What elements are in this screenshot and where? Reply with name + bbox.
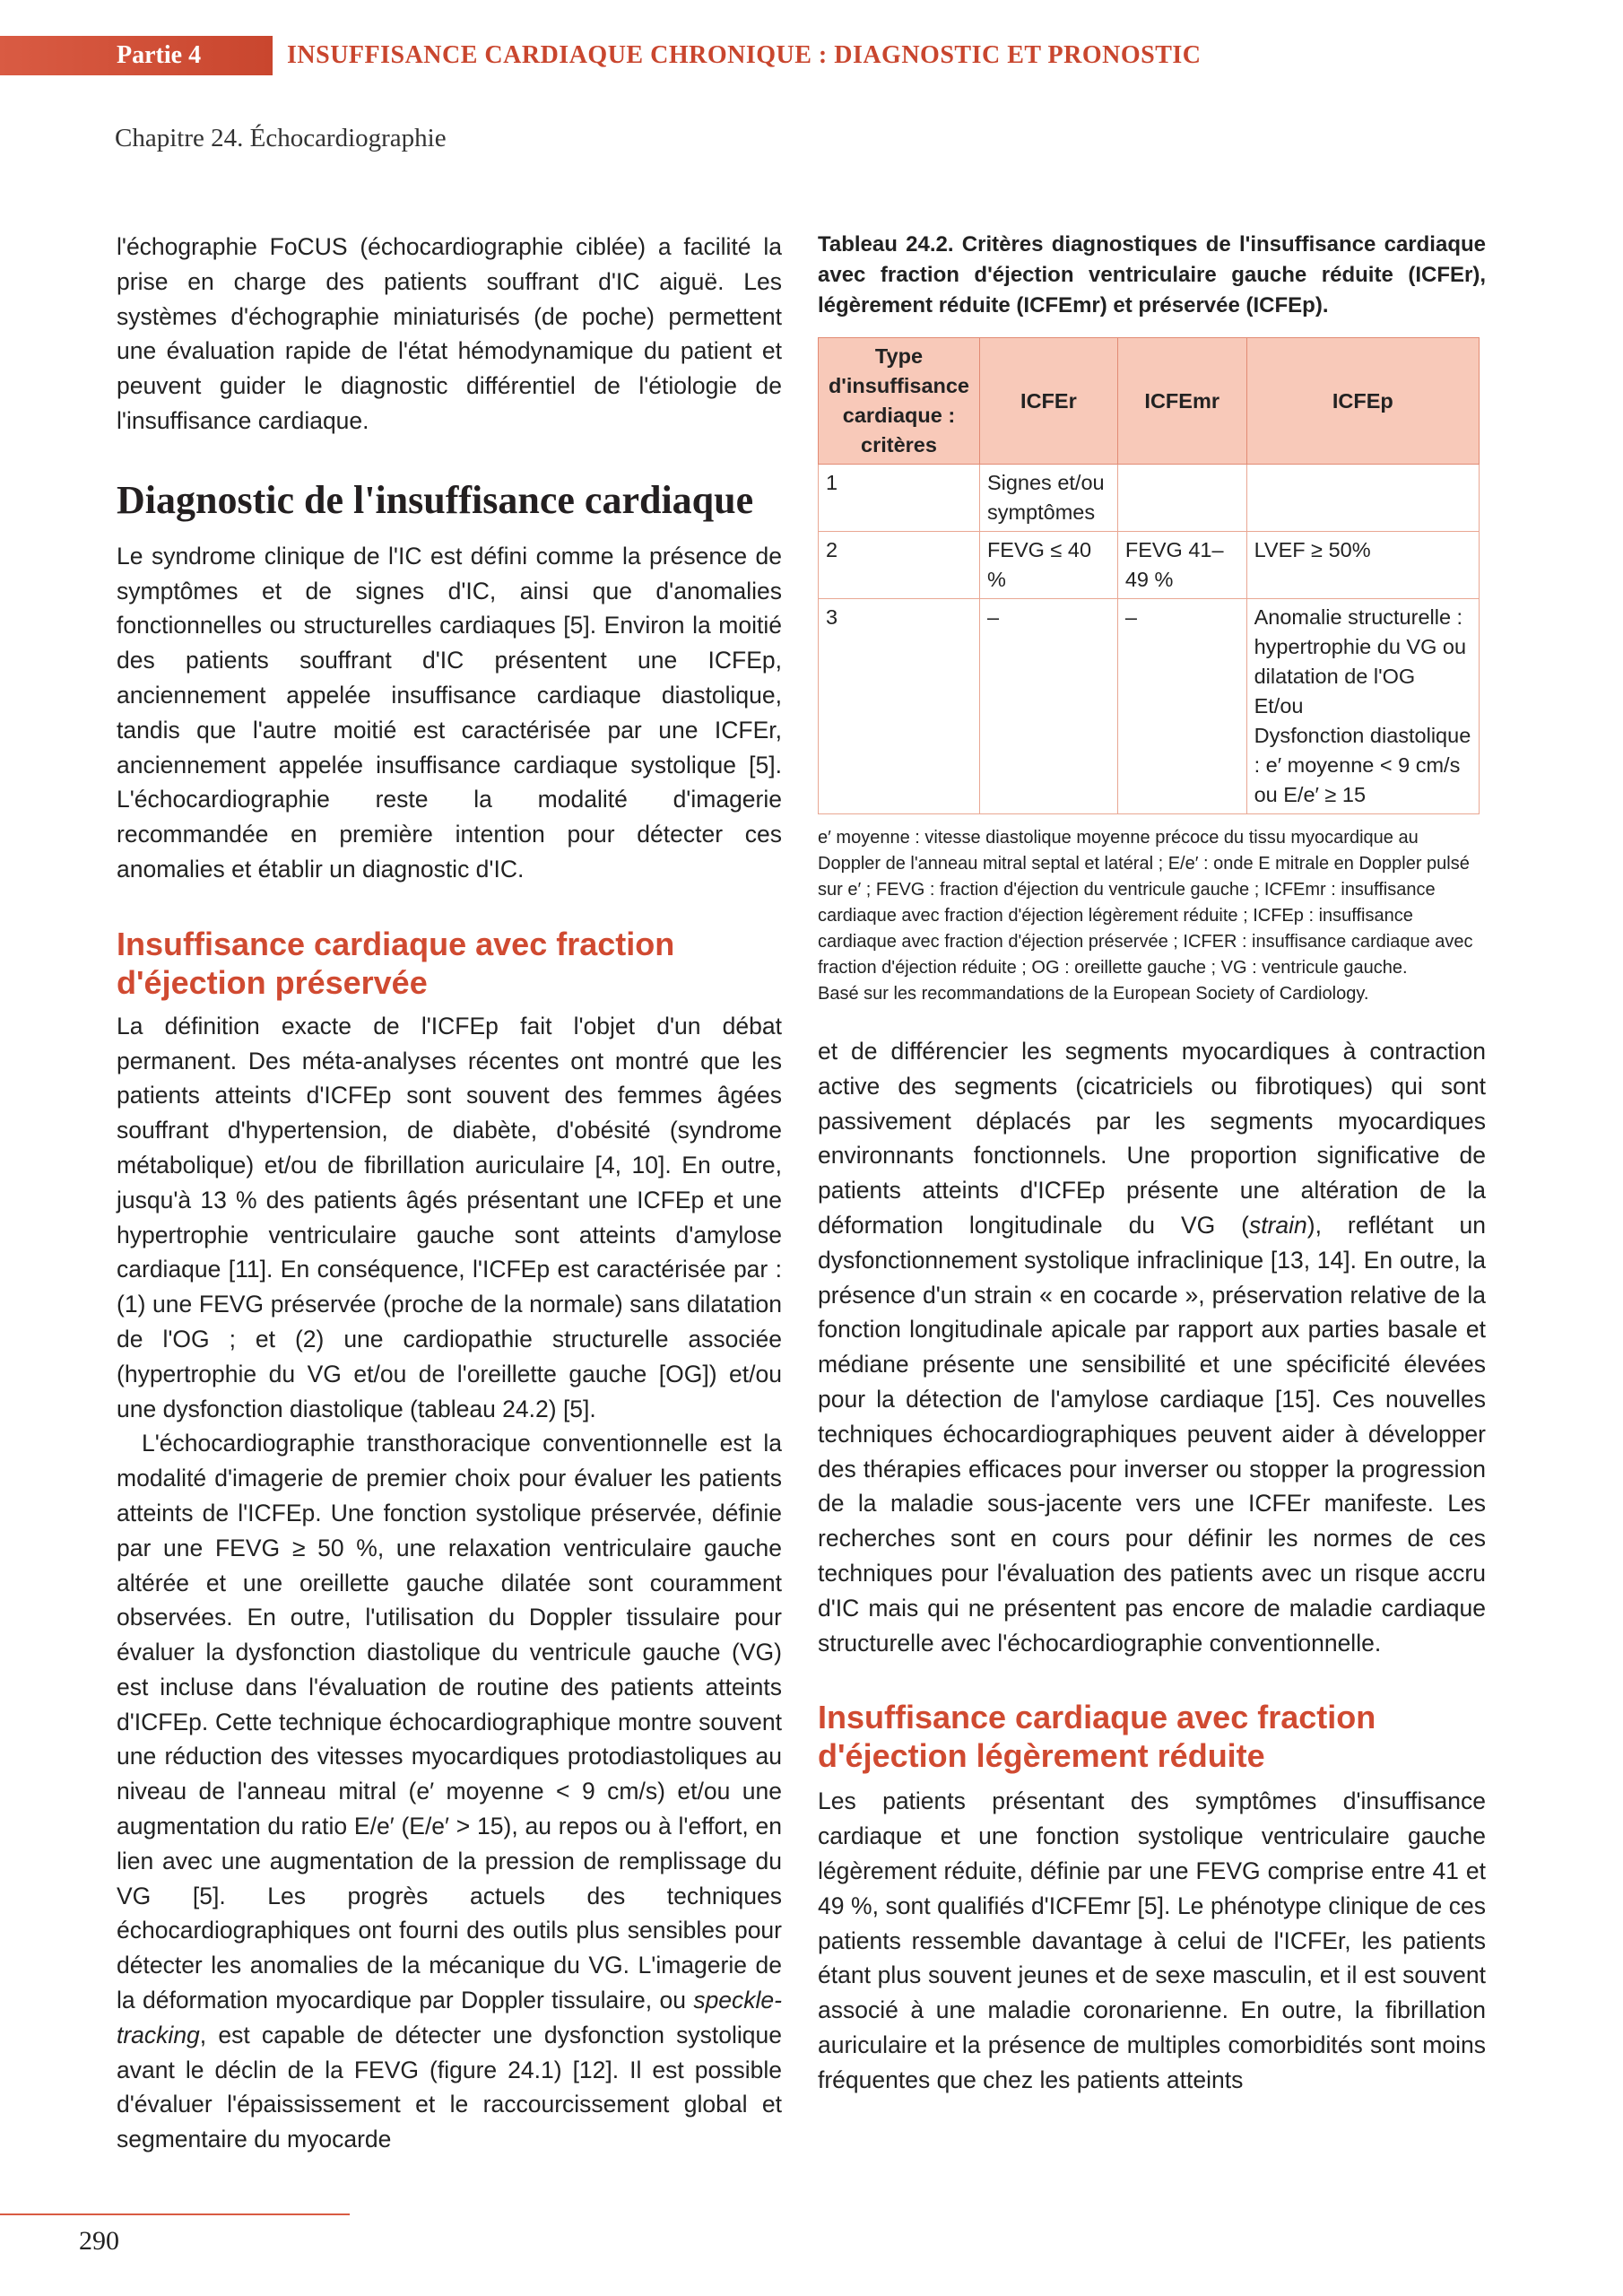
criteria-table	[818, 337, 1480, 814]
paragraph-right-2: Les patients présentant des symptômes d'insuffisance cardiaque et une fonction systolique ventriculaire gauche légèrement réduite, définie par une FEVG comprise entre 41 et 49 %, sont qualifiés d'ICFEmr [5]. Le phénotype clinique de ces patients ressemble davantage à celui de l'ICFEr, les patients étant plus souvent jeunes et de sexe masculin, et il est souvent associé à une maladie coronarienne. En outre, la fibrillation auriculaire et la présence de multiples comorbidités sont moins fréquentes que chez les patients atteints	[818, 1787, 1486, 2093]
paragraph-text: et de différencier les segments myocardiques à contraction active des segments (cicatriciels ou fibrotiques) qui sont passivement déplacés par les segments myocardiques environnants fonctionnels. Une proportion significative de patients atteints d'ICFEp présente une altération de la déformation longitudinale du VG (	[818, 1038, 1486, 1239]
paragraph-text: L'échocardiographie transthoracique conventionnelle est la modalité d'imagerie de premier choix pour évaluer les patients atteints de l'ICFEp. Une fonction systolique préservée, définie par une FEVG ≥ 50 %, une relaxation ventriculaire gauche altérée et une oreillette gauche dilatée sont couramment observées. En outre, l'utilisation du Doppler tissulaire pour évaluer la dysfonction diastolique du ventricule gauche (VG) est incluse dans l'évaluation de routine des patients atteints d'ICFEp. Cette technique échocardiographique montre souvent une réduction des vitesses myocardiques protodiastoliques au niveau de l'anneau mitral (e′ moyenne < 9 cm/s) et/ou une augmentation du ratio E/e′ (E/e′ > 15), au repos ou à l'effort, en lien avec une augmentation de la pression de remplissage du VG [5]. Les progrès actuels des techniques échocardiographiques ont fourni des outils plus sensibles pour détecter les anomalies de la mécanique du VG. L'imagerie de la déformation myocardique par Doppler tissulaire, ou	[117, 1430, 782, 2014]
table-cell: 3	[819, 599, 980, 814]
table-cell: –	[1117, 599, 1246, 814]
subsection-heading-preserved: Insuffisance cardiaque avec fraction d'éjection préservée	[117, 925, 675, 1001]
table-cell	[1117, 465, 1246, 532]
running-header-title: INSUFFISANCE CARDIAQUE CHRONIQUE : DIAGNOSTIC ET PRONOSTIC	[287, 41, 1202, 69]
table-cell: 1	[819, 465, 980, 532]
table-cell-structural	[1246, 599, 1479, 814]
table-cell: –	[979, 599, 1117, 814]
table-header-row	[819, 338, 1480, 465]
table-notes	[818, 825, 1486, 1007]
paragraph-right-1	[818, 1034, 1486, 1660]
table-cell	[1246, 465, 1479, 532]
table-source: Basé sur les recommandations de la European Society of Cardiology.	[818, 984, 1369, 1004]
table-abbreviations: e′ moyenne : vitesse diastolique moyenne précoce du tissu myocardique au Doppler de l'anneau mitral septal et latéral ; E/e′ : onde E mitrale en Doppler pulsé sur e′ ; FEVG : fraction d'éjection du ventricule gauche ; ICFEmr : insuffisance cardiaque avec fraction d'éjection légèrement réduite ; ICFEp : insuffisance cardiaque avec fraction d'éjection préservée ; ICFER : insuffisance cardiaque avec fraction d'éjection réduite ; OG : oreillette gauche ; VG : ventricule gauche.	[818, 828, 1473, 978]
table-cell: LVEF ≥ 50%	[1246, 532, 1479, 599]
diastolic-dysfunction-text: Dysfonction diastolique : e′ moyenne < 9 cm/s ou E/e′ ≥ 15	[1254, 724, 1471, 806]
subsection-heading-mildly-reduced: Insuffisance cardiaque avec fraction d'éjection légèrement réduite	[818, 1699, 1376, 1775]
table-cell: 2	[819, 532, 980, 599]
chapter-title: Chapitre 24. Échocardiographie	[115, 124, 447, 152]
section-paragraph: Le syndrome clinique de l'IC est défini comme la présence de symptômes et de signes d'IC, ainsi que d'anomalies fonctionnelles ou structurelles cardiaques [5]. Environ la moitié des patients souffrant d'IC présentent une ICFEp, anciennement appelée insuffisance cardiaque diastolique, tandis que l'autre moitié est caractérisée par une ICFEr, anciennement appelée insuffisance cardiaque systolique [5]. L'échocardiographie reste la modalité d'imagerie recommandée en première intention pour détecter ces anomalies et établir un diagnostic d'IC.	[117, 542, 782, 883]
structural-anomaly-text: Anomalie structurelle : hypertrophie du VG ou dilatation de l'OG	[1254, 605, 1467, 688]
table-header-cell: ICFEp	[1246, 338, 1479, 465]
footer-rule	[0, 2213, 350, 2215]
page-number: 290	[79, 2226, 119, 2256]
table-cell: FEVG 41–49 %	[1117, 532, 1246, 599]
table-row	[819, 465, 1480, 532]
right-column	[818, 230, 1486, 2098]
italic-term: strain	[1248, 1211, 1307, 1239]
table-header-cell: ICFEr	[979, 338, 1117, 465]
table-cell: Signes et/ou symptômes	[979, 465, 1117, 532]
and-or-text: Et/ou	[1254, 694, 1304, 718]
table-cell: FEVG ≤ 40 %	[979, 532, 1117, 599]
paragraph-preserved-2	[117, 1426, 782, 2157]
table-header-cell: ICFEmr	[1117, 338, 1246, 465]
part-label: Partie 4	[0, 36, 273, 75]
table-header-cell: Type d'insuffisance cardiaque : critères	[819, 338, 980, 465]
section-heading: Diagnostic de l'insuffisance cardiaque	[117, 477, 754, 522]
table-row	[819, 532, 1480, 599]
italic-term: speckle-tracking	[117, 1987, 782, 2048]
paragraph-preserved-1: La définition exacte de l'ICFEp fait l'objet d'un débat permanent. Des méta-analyses récentes ont montré que les patients atteints d'ICFEp sont souvent des femmes âgées souffrant d'hypertension, de diabète, d'obésité (syndrome métabolique) et/ou de fibrillation auriculaire [4, 10]. En outre, jusqu'à 13 % des patients âgés présentant une ICFEp et une hypertrophie ventriculaire gauche sont atteints d'amylose cardiaque [11]. En conséquence, l'ICFEp est caractérisée par : (1) une FEVG préservée (proche de la normale) sans dilatation de l'OG ; et (2) une cardiopathie structurelle associée (hypertrophie du VG et/ou de l'oreillette gauche [OG]) et/ou une dysfonction diastolique (tableau 24.2) [5].	[117, 1012, 782, 1422]
paragraph-text: , est capable de détecter une dysfonction systolique avant le déclin de la FEVG (figure 24.1) [12]. Il est possible d'évaluer l'épaississement et le raccourcissement global et segmentaire du myocarde	[117, 2021, 782, 2153]
table-row	[819, 599, 1480, 814]
table-caption: Tableau 24.2. Critères diagnostiques de l'insuffisance cardiaque avec fraction d'éjection ventriculaire gauche réduite (ICFEr), légèrement réduite (ICFEmr) et préservée (ICFEp).	[818, 232, 1486, 317]
paragraph-text: ), reflétant un dysfonctionnement systolique infraclinique [13, 14]. En outre, la présence d'un strain « en cocarde », préservation relative de la fonction longitudinale apicale par rapport aux parties basale et médiane présente une sensibilité et une spécificité élevées pour la détection de l'amylose cardiaque [15]. Ces nouvelles techniques échocardiographiques peuvent aider à développer des thérapies efficaces pour inverser ou stopper la progression de la maladie sous-jacente vers une ICFEr manifeste. Les recherches sont en cours pour définir les normes de ces techniques pour l'évaluation des patients avec un risque accru d'IC mais qui ne présentent pas encore de maladie cardiaque structurelle avec l'échocardiographie conventionnelle.	[818, 1211, 1487, 1657]
left-column	[117, 230, 782, 2157]
intro-paragraph: l'échographie FoCUS (échocardiographie ciblée) a facilité la prise en charge des patients souffrant d'IC aiguë. Les systèmes d'échographie miniaturisés (de poche) permettent une évaluation rapide de l'état hémodynamique du patient et peuvent guider le diagnostic différentiel de l'étiologie de l'insuffisance cardiaque.	[117, 233, 782, 434]
